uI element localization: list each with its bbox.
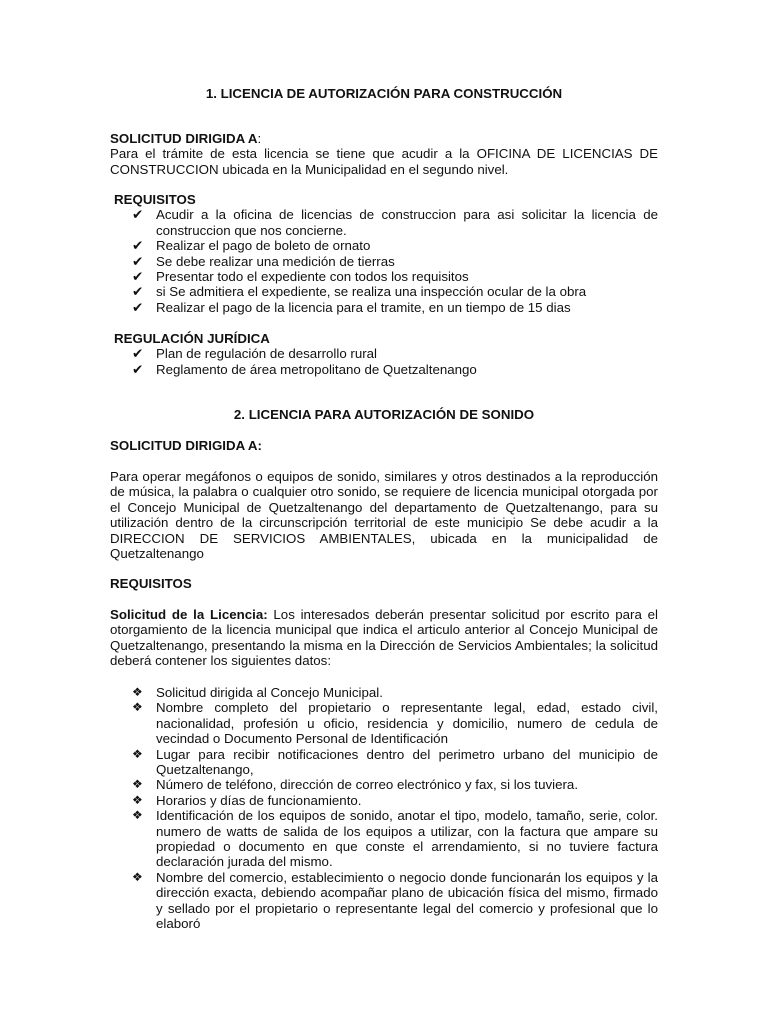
checkmark-icon: ✔ (132, 346, 144, 362)
diamond-bullet-icon: ❖ (132, 685, 143, 699)
dato-item (110, 808, 658, 870)
diamond-bullet-icon: ❖ (132, 777, 143, 792)
checkmark-icon: ✔ (132, 269, 144, 285)
regulacion-item (110, 346, 658, 361)
dato-item (110, 685, 658, 700)
section2-solicitud-text: Para operar megáfonos o equipos de sonido, similares y otros destinados a la reproducción de música, la palabra o cualquier otro sonido, se requiere de licencia municipal otorgada por el Concejo Municipal de Quetzaltenango del departamento de Quetzaltenango, para su utilización dentro de la circunscripción territorial de este municipio Se debe acudir a la DIRECCION DE SERVICIOS AMBIENTALES, ubicada en la municipalidad de Quetzaltenango (110, 469, 658, 562)
section2-datos-list (110, 685, 658, 932)
section2-title: 2. LICENCIA PARA AUTORIZACIÓN DE SONIDO (233, 407, 535, 422)
requisito-item-text: Presentar todo el expediente con todos los requisitos (156, 269, 469, 285)
section1-requisitos (110, 192, 658, 315)
checkmark-icon: ✔ (132, 207, 144, 223)
section1-solicitud-text: Para el trámite de esta licencia se tiene que acudir a la OFICINA DE LICENCIAS DE CONSTRUCCION ubicada en la Municipalidad en el segundo nivel. (110, 146, 658, 177)
section1-title: 1. LICENCIA DE AUTORIZACIÓN PARA CONSTRUCCIÓN (205, 86, 563, 101)
diamond-bullet-icon: ❖ (132, 700, 143, 715)
section1-requisitos-heading: REQUISITOS (114, 192, 196, 207)
diamond-bullet-icon: ❖ (132, 746, 143, 761)
section1-regulacion-list (110, 346, 658, 377)
checkmark-icon: ✔ (132, 361, 144, 377)
checkmark-icon: ✔ (132, 284, 144, 300)
diamond-bullet-icon: ❖ (132, 792, 143, 807)
dato-item-text: Nombre completo del propietario o representante legal, edad, estado civil, nacionalidad, profesión u oficio, residencia y domicilio, numero de cedula de vecindad o Documento Personal de Identificación (156, 700, 658, 747)
solicitud-licencia-text: Los interesados deberán presentar solicitud por escrito para el otorgamiento de la licencia municipal que indica el articulo anterior al Concejo Municipal de Quetzaltenango, presentando la misma en la Dirección de Servicios Ambientales; la solicitud deberá contener los siguientes datos: (110, 607, 658, 669)
regulacion-item (110, 362, 658, 377)
requisito-item (110, 238, 658, 253)
requisito-item (110, 254, 658, 269)
requisito-item-text: Se debe realizar una medición de tierras (156, 253, 395, 269)
dato-item-text: Nombre del comercio, establecimiento o negocio donde funcionarán los equipos y la dirección exacta, debiendo acompañar plano de ubicación física del mismo, firmado y sellado por el propietario o representante legal del comercio y profesional que lo elaboró (156, 869, 658, 932)
requisito-item-text: Realizar el pago de la licencia para el tramite, en un tiempo de 15 dias (156, 299, 571, 315)
requisito-item (110, 269, 658, 284)
checkmark-icon: ✔ (132, 299, 144, 315)
section2-requisitos-heading: REQUISITOS (110, 576, 192, 591)
dato-item (110, 793, 658, 808)
section1-regulacion (110, 331, 658, 377)
requisito-item (110, 207, 658, 238)
section1-solicitud-colon: : (257, 131, 262, 146)
dato-item (110, 870, 658, 932)
dato-item (110, 777, 658, 792)
requisito-item (110, 284, 658, 299)
requisito-item-text: Realizar el pago de boleto de ornato (156, 238, 371, 254)
dato-item-text: Número de teléfono, dirección de correo electrónico y fax, si los tuviera. (156, 777, 579, 793)
dato-item-text: Solicitud dirigida al Concejo Municipal. (156, 685, 383, 700)
dato-item (110, 747, 658, 778)
section1-regulacion-heading: REGULACIÓN JURÍDICA (114, 331, 270, 346)
checkmark-icon: ✔ (132, 253, 144, 269)
dato-item-text: Lugar para recibir notificaciones dentro del perimetro urbano del municipio de Quetzaltenango, (156, 746, 658, 778)
requisito-item (110, 300, 658, 315)
regulacion-item-text: Reglamento de área metropolitano de Quetzaltenango (156, 361, 477, 377)
section2-solicitud-licencia (110, 607, 658, 669)
solicitud-licencia-label: Solicitud de la Licencia: (110, 607, 268, 622)
diamond-bullet-icon: ❖ (132, 869, 143, 884)
regulacion-item-text: Plan de regulación de desarrollo rural (156, 346, 378, 362)
section1-solicitud-label: SOLICITUD DIRIGIDA A (110, 131, 258, 146)
dato-item-text: Horarios y días de funcionamiento. (156, 792, 362, 808)
section2-solicitud-heading: SOLICITUD DIRIGIDA A: (110, 438, 262, 453)
section1-requisitos-list (110, 207, 658, 315)
requisito-item-text: Acudir a la oficina de licencias de construccion para asi solicitar la licencia de construccion que nos concierne. (156, 207, 658, 238)
requisito-item-text: si Se admitiera el expediente, se realiza una inspección ocular de la obra (156, 284, 587, 300)
diamond-bullet-icon: ❖ (132, 808, 143, 823)
section2-datos (110, 685, 658, 932)
section1-solicitud (110, 131, 658, 177)
dato-item (110, 700, 658, 746)
dato-item-text: Identificación de los equipos de sonido, anotar el tipo, modelo, tamaño, serie, color. numero de watts de salida de los equipos a utilizar, con la factura que ampare su propiedad o documento en que conste el arrendamiento, si no tuviere factura declaración jurada del mismo. (156, 808, 658, 870)
checkmark-icon: ✔ (132, 238, 144, 254)
